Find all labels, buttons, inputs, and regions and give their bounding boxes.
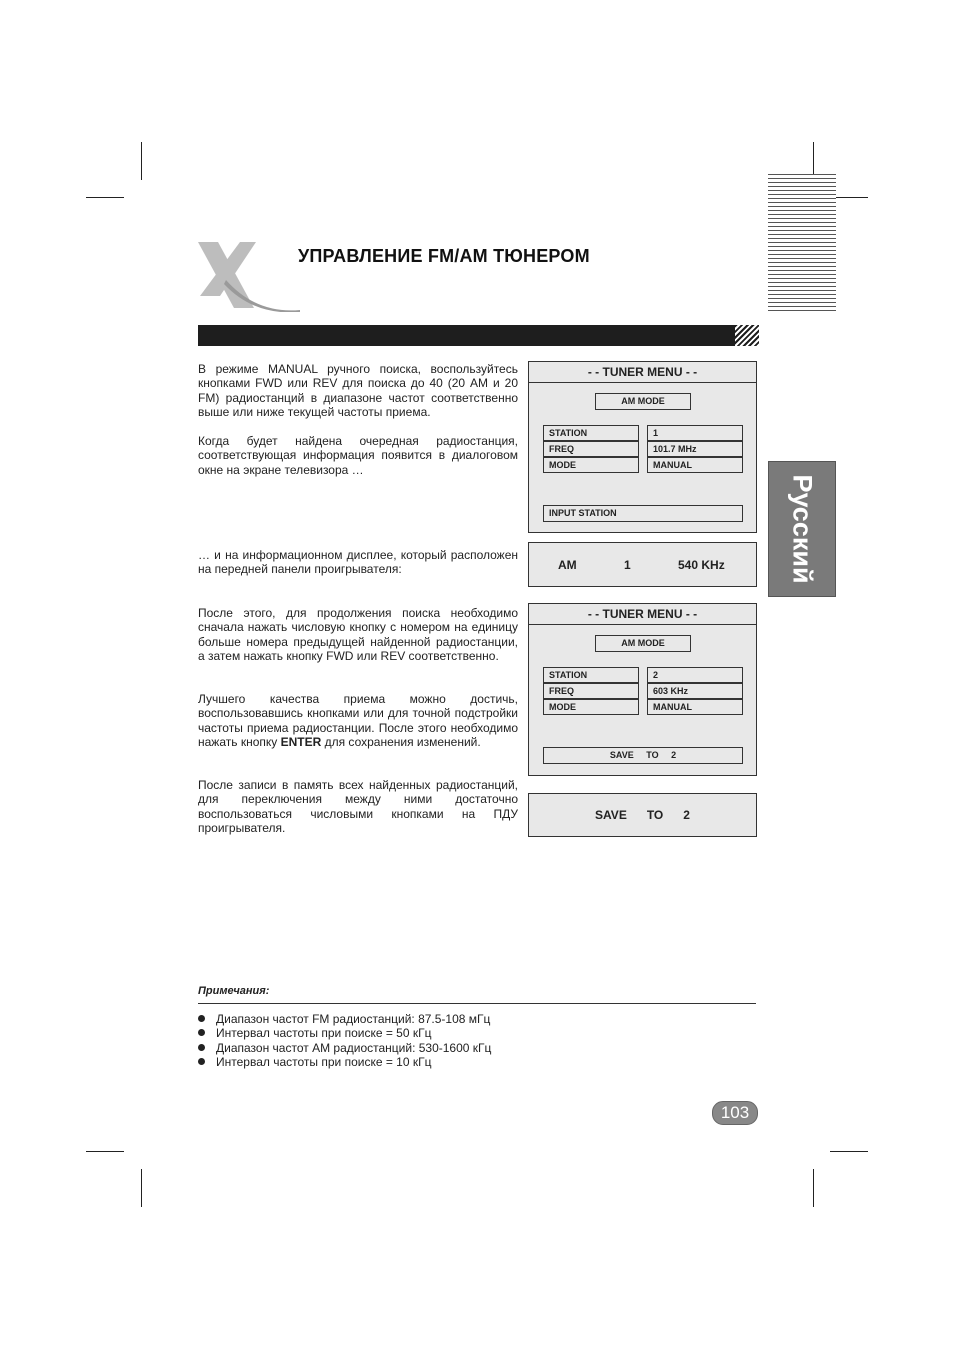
paragraph	[198, 692, 518, 750]
decorative-stripes	[768, 174, 836, 312]
mode-label: MODE	[543, 699, 639, 715]
mode-value: MANUAL	[647, 457, 743, 473]
station-label: STATION	[543, 667, 639, 683]
crop-mark	[830, 1151, 868, 1152]
tuner-menu-screen	[528, 361, 757, 533]
paragraph: Когда будет найдена очередная радиостанция, соответствующая информация появится в диалоговом окне на экране телевизора …	[198, 434, 518, 477]
crop-mark	[86, 1151, 124, 1152]
bullet-icon	[198, 1029, 205, 1036]
notes-divider	[198, 1003, 756, 1004]
freq-label: FREQ	[543, 441, 639, 457]
crop-mark	[86, 197, 124, 198]
menu-title: - - TUNER MENU - -	[529, 362, 756, 383]
section-bar	[198, 325, 738, 346]
save-station-bar: SAVE TO 2	[543, 747, 743, 764]
paragraph: После записи в память всех найденных радиостанций, для переключения между ними достаточно воспользоваться числовыми кнопками на ПДУ проигрывателя.	[198, 778, 518, 836]
station-value: 1	[647, 425, 743, 441]
paragraph-text: для сохранения изменений.	[321, 735, 481, 750]
mode-label: MODE	[543, 457, 639, 473]
note-item	[198, 1055, 431, 1069]
paragraph: … и на информационном дисплее, который расположен на передней панели проигрывателя:	[198, 548, 518, 577]
language-tab-label: Русский	[787, 474, 818, 584]
enter-key-label: ENTER	[280, 735, 322, 750]
paragraph: После этого, для продолжения поиска необходимо сначала нажать числовую кнопку с номером на единицу больше номера предыдущей найденной радиостанции, а затем нажать кнопку FWD или REV соответственно.	[198, 606, 518, 664]
crop-mark	[141, 1169, 142, 1207]
language-tab	[768, 461, 836, 597]
mode-value: MANUAL	[647, 699, 743, 715]
freq-value: 101.7 MHz	[647, 441, 743, 457]
note-text: Интервал частоты при поиске = 50 кГц	[216, 1026, 432, 1040]
input-station-bar: INPUT STATION	[543, 505, 743, 522]
freq-value: 603 KHz	[647, 683, 743, 699]
note-text: Диапазон частот FM радиостанций: 87.5-108 мГц	[216, 1012, 491, 1026]
display-station: 1	[624, 558, 631, 572]
menu-title: - - TUNER MENU - -	[529, 604, 756, 625]
paragraph: В режиме MANUAL ручного поиска, воспользуйтесь кнопками FWD или REV для поиска до 40 (20 AM и 20 FM) радиостанций в диапазоне частот соответственно выше или ниже текущей частоты приема.	[198, 362, 519, 420]
section-bar-hatch	[735, 325, 759, 346]
page-title: УПРАВЛЕНИЕ FM/AM ТЮНЕРОМ	[298, 246, 590, 266]
note-item	[198, 1041, 491, 1055]
page-number: 103	[712, 1101, 758, 1125]
bullet-icon	[198, 1058, 205, 1065]
freq-label: FREQ	[543, 683, 639, 699]
station-value: 2	[647, 667, 743, 683]
crop-mark	[813, 1169, 814, 1207]
paragraph-text: Лучшего качества приема можно достичь, воспользовавшись кнопками или для точной подстройки частоты приема радиостанции. После этого необходимо нажать кнопку	[198, 692, 518, 750]
brand-logo	[196, 240, 302, 312]
notes-title: Примечания:	[198, 985, 270, 997]
crop-mark	[141, 142, 142, 180]
station-label: STATION	[543, 425, 639, 441]
bullet-icon	[198, 1015, 205, 1022]
note-text: Диапазон частот AM радиостанций: 530-1600 кГц	[216, 1041, 492, 1055]
am-mode-box: AM MODE	[595, 393, 691, 410]
bullet-icon	[198, 1044, 205, 1051]
note-item	[198, 1026, 431, 1040]
front-panel-display	[528, 542, 757, 587]
display-save-text: SAVE TO 2	[595, 808, 690, 822]
tuner-menu-screen	[528, 603, 757, 776]
front-panel-display	[528, 793, 757, 837]
note-text: Интервал частоты при поиске = 10 кГц	[216, 1055, 432, 1069]
display-band: AM	[558, 558, 577, 572]
am-mode-box: AM MODE	[595, 635, 691, 652]
display-frequency: 540 KHz	[678, 558, 725, 572]
note-item	[198, 1012, 490, 1026]
